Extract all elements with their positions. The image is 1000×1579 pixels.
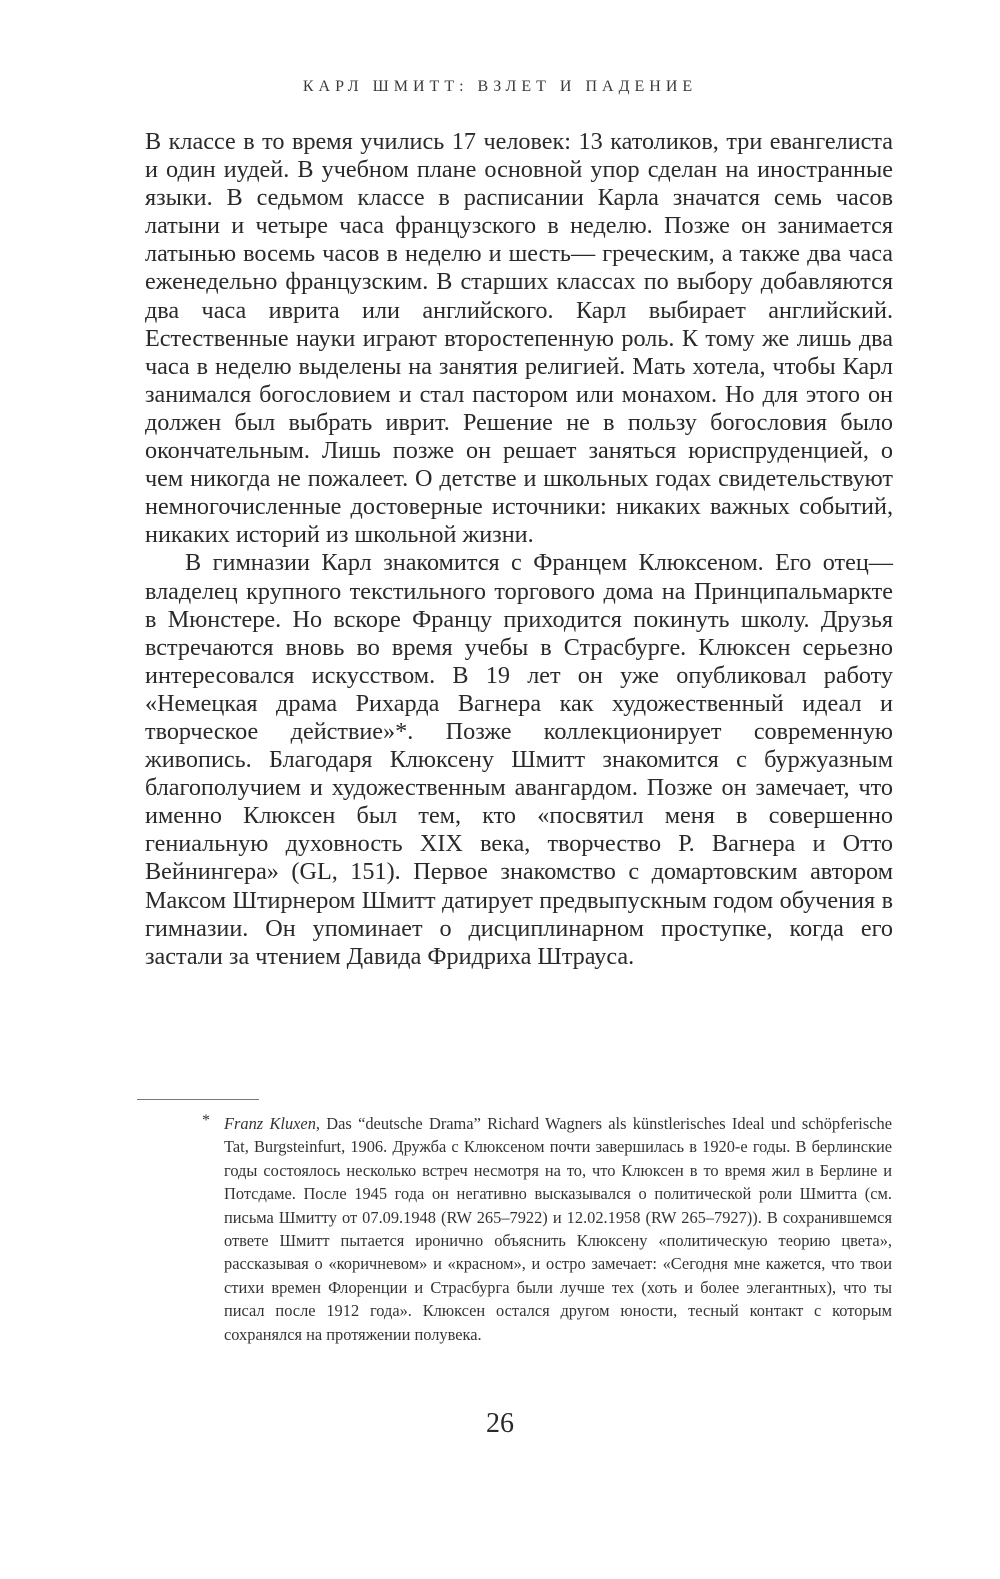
footnote-divider bbox=[137, 1099, 259, 1100]
main-text bbox=[145, 128, 893, 971]
footnote-author: Franz Kluxen, bbox=[224, 1114, 320, 1133]
page-number: 26 bbox=[486, 1408, 514, 1439]
paragraph-2: В гимназии Карл знакомится с Францем Клюксеном. Его отец— владелец крупного текстильного торгового дома на Принципальмаркте в Мюнстере. Но вскоре Францу приходится покинуть школу. Друзья встречаются вновь во время учебы в Страсбурге. Клюксен серьезно интересовался искусством. В 19 лет он уже опубликовал работу «Немецкая драма Рихарда Вагнера как художественный идеал и творческое действие»*. Позже коллекционирует современную живопись. Благодаря Клюксену Шмитт знакомится с буржуазным благополучием и художественным авангардом. Позже он замечает, что именно Клюксен был тем, кто «посвятил меня в совершенно гениальную духовность XIX века, творчество Р. Вагнера и Отто Вейнингера» (GL, 151). Первое знакомство с домартовским автором Максом Штирнером Шмитт датирует предвыпускным годом обучения в гимназии. Он упоминает о дисциплинарном проступке, когда его застали за чтением Давида Фридриха Штрауса. bbox=[145, 549, 893, 970]
running-head: КАРЛ ШМИТТ: ВЗЛЕТ И ПАДЕНИЕ bbox=[302, 78, 698, 95]
footnote-text: Das “deutsche Drama” Richard Wagners als künstlerisches Ideal und schöpferische Tat, Burgsteinfurt, 1906. Дружба с Клюксеном почти завершилась в 1920-е годы. В берлинские годы состоялось несколько встреч несмотря на то, что Клюксен в то время жил в Берлине и Потсдаме. После 1945 года он негативно высказывался о политической роли Шмитта (см. письма Шмитту от 07.09.1948 (RW 265–7922) и 12.02.1958 (RW 265–7927)). В сохранившемся ответе Шмитт пытается иронично объяснить Клюксену «политическую теорию цвета», рассказывая о «коричневом» и «красном», и остро замечает: «Сегодня мне кажется, что твои стихи времен Флоренции и Страсбурга были лучше тех (хоть и более элегантных), что ты писал после 1912 года». Клюксен остался другом юности, тесный контакт с которым сохранялся на протяжении полувека. bbox=[224, 1114, 892, 1344]
paragraph-1: В классе в то время учились 17 человек: 13 католиков, три евангелиста и один иудей. В учебном плане основной упор сделан на иностранные языки. В седьмом классе в расписании Карла значатся семь часов латыни и четыре часа французского в неделю. Позже он занимается латынью восемь часов в неделю и шесть— греческим, а также два часа еженедельно французским. В старших классах по выбору добавляются два часа иврита или английского. Карл выбирает английский. Естественные науки играют второстепенную роль. К тому же лишь два часа в неделю выделены на занятия религией. Мать хотела, чтобы Карл занимался богословием и стал пастором или монахом. Но для этого он должен был выбрать иврит. Решение не в пользу богословия было окончательным. Лишь позже он решает заняться юриспруденцией, о чем никогда не пожалеет. О детстве и школьных годах свидетельствуют немногочисленные достоверные источники: никаких важных событий, никаких историй из школьной жизни. bbox=[145, 128, 893, 549]
footnote bbox=[202, 1112, 892, 1346]
footnote-marker: * bbox=[202, 1112, 210, 1129]
